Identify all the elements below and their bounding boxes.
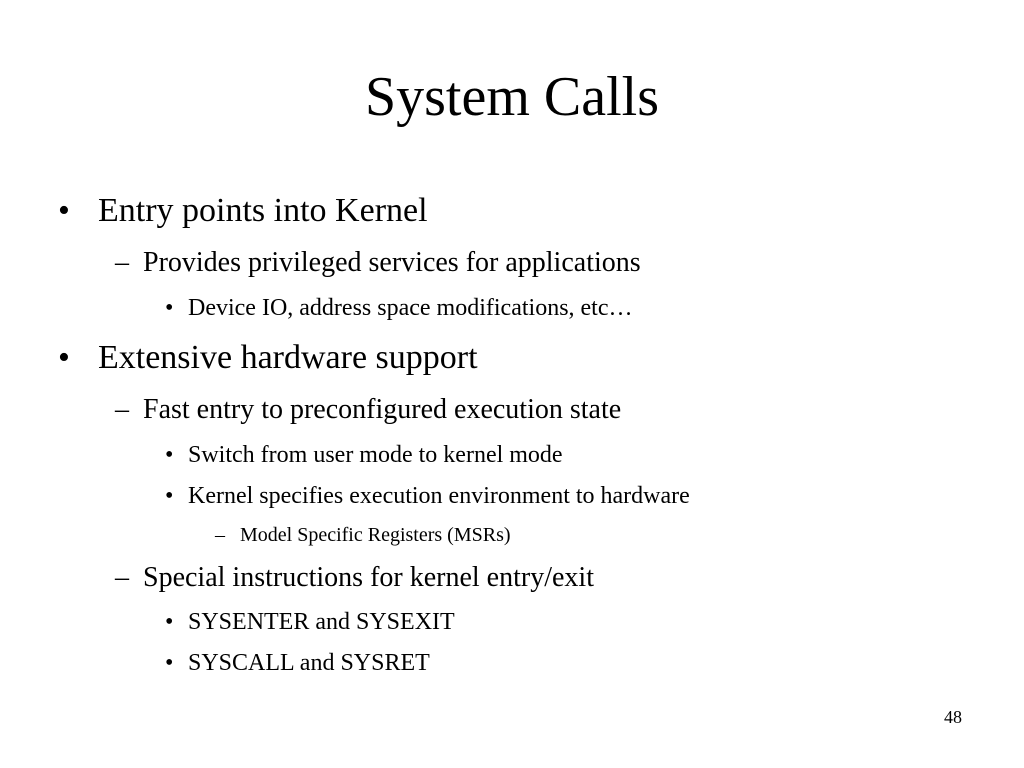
bullet-text: SYSCALL and SYSRET	[188, 650, 430, 676]
bullet-text: SYSENTER and SYSEXIT	[188, 609, 455, 635]
bullet-text: Extensive hardware support	[98, 339, 478, 376]
dash-marker: –	[215, 524, 225, 546]
bullet-marker: •	[165, 609, 174, 635]
bullet-marker: •	[165, 442, 174, 468]
bullet-marker: •	[165, 295, 174, 321]
bullet-text: Fast entry to preconfigured execution state	[143, 394, 622, 425]
dash-marker: –	[115, 562, 129, 593]
bullet-marker: •	[165, 483, 174, 509]
page-number: 48	[944, 707, 962, 727]
bullet-text: Device IO, address space modifications, etc…	[188, 295, 633, 321]
slide-title: System Calls	[364, 66, 660, 128]
bullet-text: Special instructions for kernel entry/exit	[143, 562, 594, 593]
bullet-text: Kernel specifies execution environment to hardware	[188, 483, 690, 509]
dash-marker: –	[115, 247, 129, 278]
bullet-text: Model Specific Registers (MSRs)	[240, 524, 511, 546]
bullet-text: Provides privileged services for applications	[143, 247, 641, 278]
dash-marker: –	[115, 394, 129, 425]
bullet-marker: •	[165, 650, 174, 676]
bullet-marker: •	[58, 192, 70, 229]
bullet-text: Entry points into Kernel	[98, 192, 428, 229]
bullet-text: Switch from user mode to kernel mode	[188, 442, 563, 468]
bullet-marker: •	[58, 339, 70, 376]
